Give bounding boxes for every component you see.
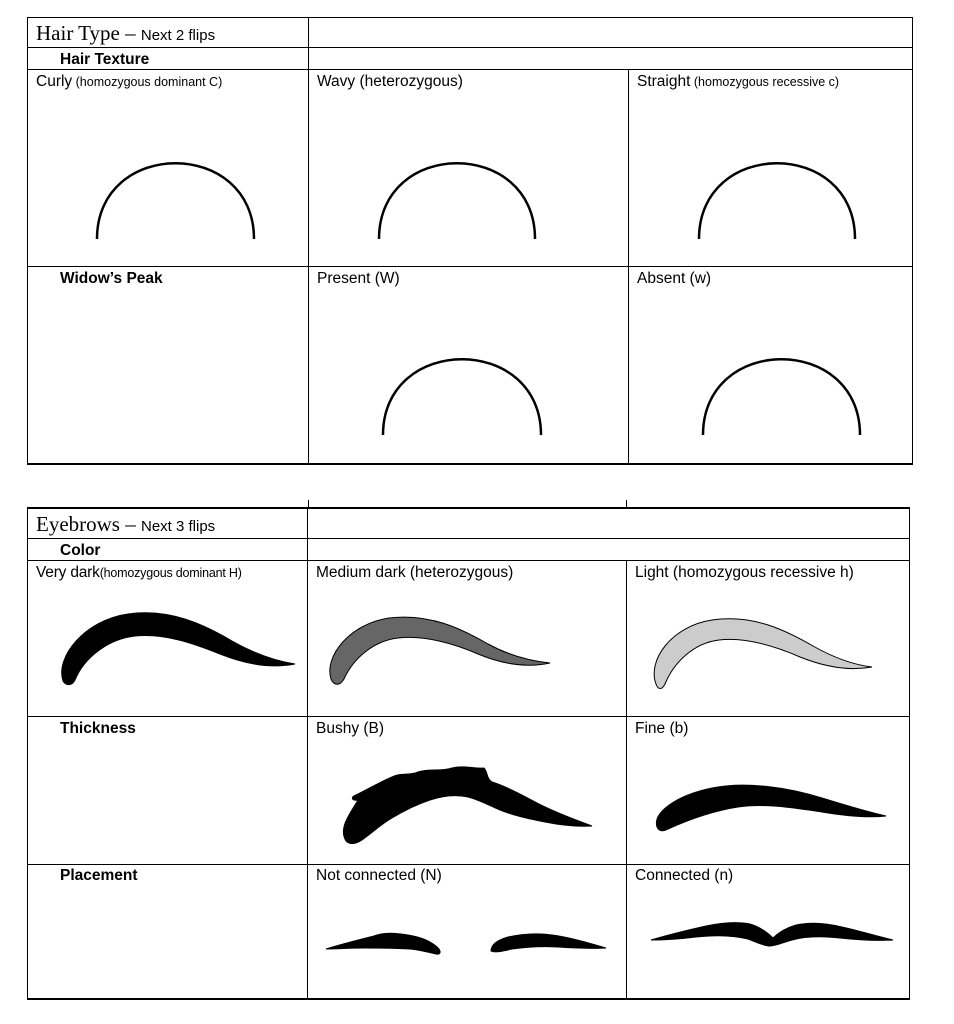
eyebrows-title: Eyebrows xyxy=(36,512,120,536)
curly-text: Curly xyxy=(36,73,73,90)
not-connected-right-eyebrow-icon xyxy=(491,934,606,952)
widow-peak-label: Widow’s Peak xyxy=(60,270,163,287)
fine-eyebrow-icon xyxy=(656,785,886,831)
very-dark-note: (homozygous dominant H) xyxy=(99,566,242,580)
straight-note: (homozygous recessive c) xyxy=(690,75,840,89)
very-dark-eyebrow-icon xyxy=(62,613,295,685)
very-dark-text: Very dark xyxy=(36,564,100,581)
bushy-eyebrow-icon xyxy=(343,767,592,844)
not-connected-left-eyebrow-icon xyxy=(326,933,440,954)
widow-absent-label: Absent (w) xyxy=(637,270,712,287)
curly-note: (homozygous dominant C) xyxy=(72,75,223,89)
eyebrows-title-suffix: Next 3 flips xyxy=(140,518,216,535)
medium-dark-label: Medium dark (heterozygous) xyxy=(316,564,514,581)
placement-label: Placement xyxy=(60,867,138,884)
widow-present-label: Present (W) xyxy=(317,270,400,287)
thickness-label: Thickness xyxy=(60,720,136,737)
hair-title-suffix: Next 2 flips xyxy=(140,27,216,44)
hair-texture-label: Hair Texture xyxy=(60,51,150,68)
eyebrows-title-dash: – xyxy=(119,512,141,536)
not-connected-label: Not connected (N) xyxy=(316,867,442,884)
hair-title: Hair Type xyxy=(36,21,120,45)
connected-eyebrow-icon xyxy=(651,923,893,946)
straight-text: Straight xyxy=(637,73,691,90)
fine-label: Fine (b) xyxy=(635,720,689,737)
light-eyebrow-icon xyxy=(654,619,872,689)
bushy-label: Bushy (B) xyxy=(316,720,385,737)
wavy-label: Wavy (heterozygous) xyxy=(317,73,463,90)
connected-label: Connected (n) xyxy=(635,867,734,884)
medium-dark-eyebrow-icon xyxy=(330,617,550,684)
hair-title-dash: – xyxy=(119,21,141,45)
eyebrow-color-label: Color xyxy=(60,542,101,559)
light-label: Light (homozygous recessive h) xyxy=(635,564,854,581)
